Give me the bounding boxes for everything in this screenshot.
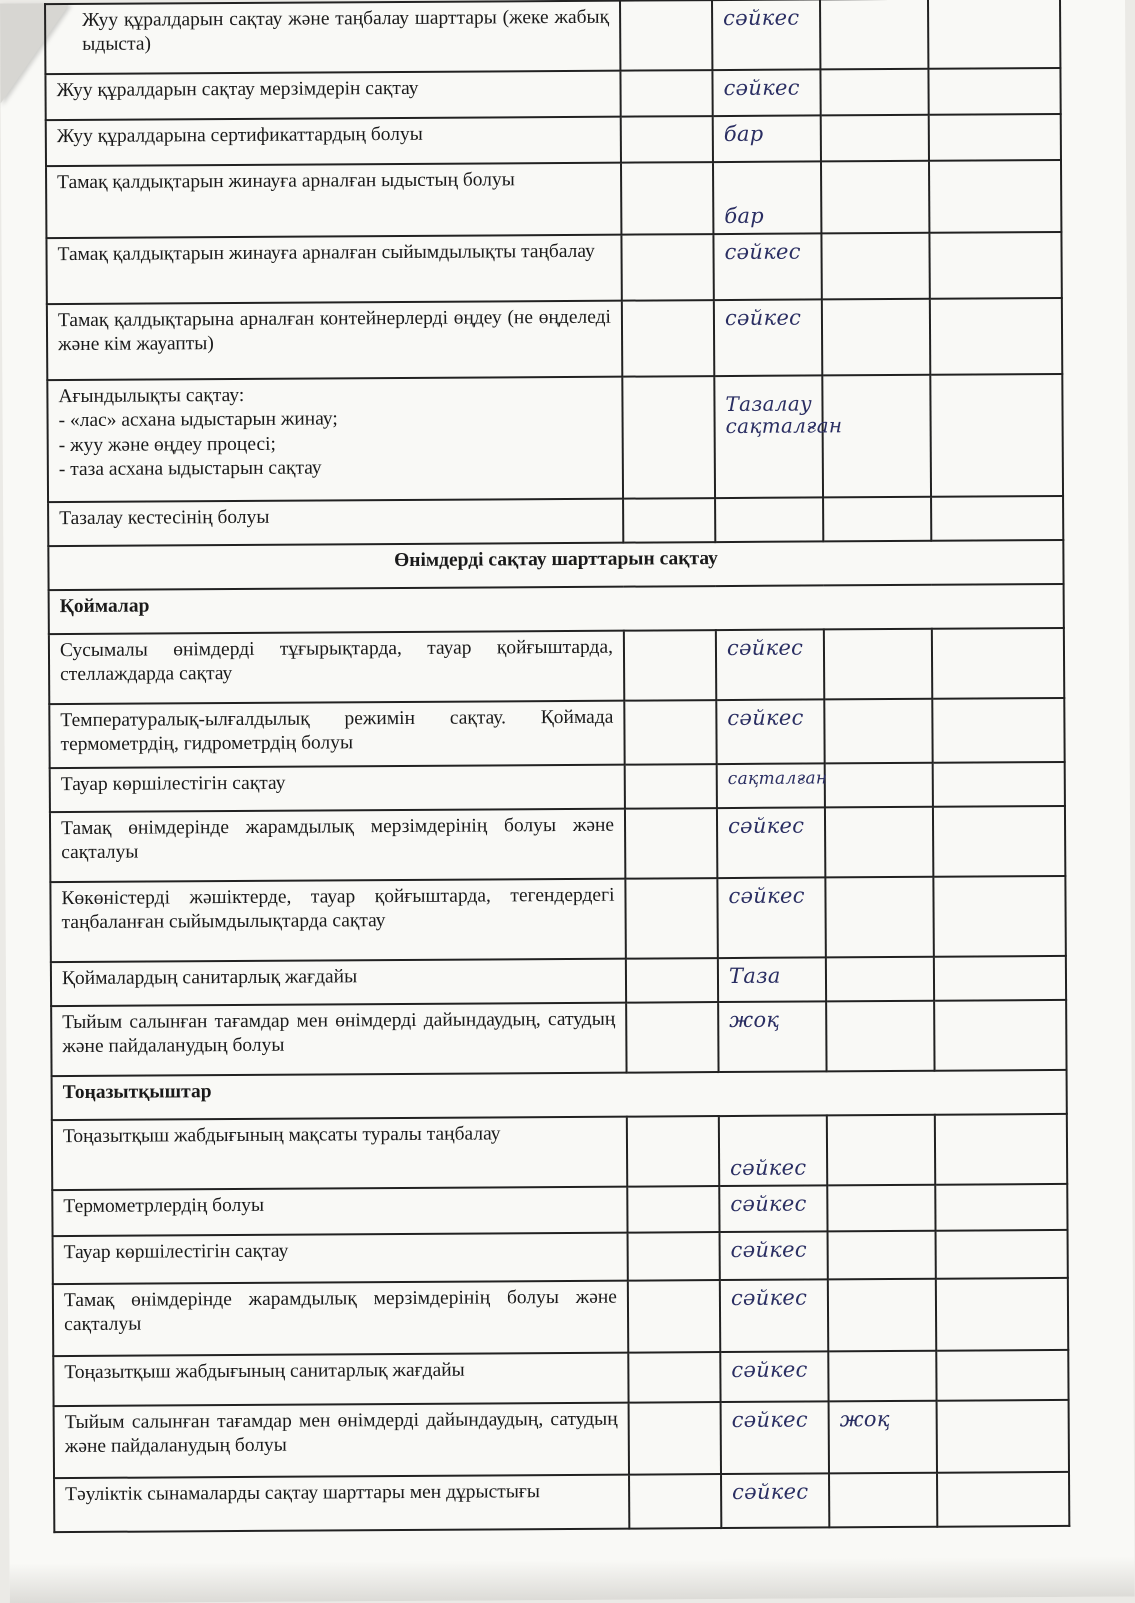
extra-cell	[934, 1000, 1066, 1071]
extra-cell	[933, 876, 1065, 957]
empty-cell	[628, 1352, 720, 1403]
result-cell: Таза	[718, 957, 826, 1002]
empty-cell	[629, 1402, 721, 1475]
table-row	[49, 628, 1064, 704]
table-row	[51, 956, 1066, 1006]
note-cell	[827, 1185, 935, 1232]
table-row	[50, 876, 1065, 962]
table-row	[46, 114, 1061, 166]
result-cell: бар	[713, 161, 821, 234]
empty-cell	[629, 1474, 721, 1529]
criterion-cell: Тазалау кестесінің болуы	[48, 499, 623, 547]
table-row	[47, 374, 1063, 502]
criterion-cell: Тыйым салынған тағамдар мен өнімдерді дайындаудың, сатудың және пайдаланудың болуы	[54, 1403, 629, 1479]
note-cell	[824, 699, 932, 764]
empty-cell	[628, 1280, 720, 1353]
result-cell: сәйкес	[720, 1351, 828, 1402]
subsection-heading-refrigerators: Тоңазытқыштар	[52, 1070, 1067, 1120]
result-cell: жоқ	[718, 1001, 826, 1072]
empty-cell	[625, 764, 717, 809]
extra-cell	[935, 1184, 1067, 1231]
criterion-cell: Қоймалардың санитарлық жағдайы	[51, 959, 626, 1007]
result-cell: сәйкес	[720, 1231, 828, 1280]
note-cell	[820, 0, 928, 69]
criterion-cell: Тамақ өнімдерінде жарамдылық мерзімдерінің болуы және сақталуы	[53, 1281, 628, 1357]
table-row	[50, 762, 1065, 812]
extra-cell	[929, 160, 1061, 233]
note-cell	[825, 807, 933, 878]
extra-cell	[928, 0, 1060, 69]
note-cell	[821, 115, 929, 162]
extra-cell	[937, 1472, 1069, 1527]
empty-cell	[621, 162, 713, 235]
empty-cell	[625, 878, 717, 959]
extra-cell	[931, 496, 1063, 541]
result-cell: сәйкес	[714, 299, 822, 376]
result-cell: сәйкес	[717, 807, 825, 878]
empty-cell	[627, 1116, 719, 1187]
result-cell: сәйкес	[716, 629, 824, 700]
table-row	[51, 1000, 1066, 1076]
table-row	[47, 298, 1062, 380]
table-row	[53, 1230, 1068, 1284]
result-cell: Тазалау сақталған	[714, 375, 823, 498]
result-cell: сәйкес	[713, 233, 821, 300]
extra-cell	[928, 68, 1060, 115]
note-cell	[822, 299, 930, 376]
criterion-subitem: - жуу және өңдеу процесі;	[58, 433, 276, 456]
criterion-cell: Тоңазытқыш жабдығының мақсаты туралы таңбалау	[52, 1117, 627, 1191]
result-cell: сақталған	[717, 763, 825, 808]
table-row	[46, 160, 1061, 238]
criterion-cell: Тамақ қалдықтарын жинауға арналған сыйымдылықты таңбалау	[46, 235, 621, 305]
criterion-cell: Тауар көршілестігін сақтау	[53, 1233, 628, 1285]
criterion-cell: Тәуліктік сынамаларды сақтау шарттары мен дұрыстығы	[54, 1475, 629, 1533]
criterion-cell: Тоңазытқыш жабдығының санитарлық жағдайы	[53, 1353, 628, 1407]
table-row	[50, 806, 1065, 882]
extra-cell	[935, 1114, 1067, 1185]
empty-cell	[620, 0, 712, 71]
empty-cell	[628, 1232, 720, 1281]
extra-cell	[937, 1400, 1069, 1473]
result-cell: сәйкес	[719, 1115, 827, 1186]
note-cell	[821, 161, 929, 234]
extra-cell	[930, 298, 1062, 375]
note-cell	[821, 233, 929, 300]
section-row	[48, 540, 1063, 590]
result-cell: бар	[713, 115, 821, 162]
section-title: Өнімдерді сақтау шарттарын сақтау	[48, 540, 1063, 590]
page-edge-shadow	[10, 1557, 1135, 1603]
empty-cell	[622, 376, 715, 499]
criterion-cell: Тамақ қалдықтарын жинауға арналған ыдыстың болуы	[46, 163, 621, 239]
result-cell: сәйкес	[716, 699, 824, 764]
criterion-cell: Тамақ қалдықтарына арналған контейнерлерді өңдеу (не өңделеді және кім жауапты)	[47, 301, 622, 381]
note-cell	[825, 877, 933, 958]
result-cell: сәйкес	[712, 0, 820, 70]
extra-cell	[936, 1350, 1068, 1401]
extra-cell	[934, 956, 1066, 1001]
criterion-cell	[47, 377, 623, 503]
note-cell	[828, 1351, 936, 1402]
subsection-heading-warehouses: Қоймалар	[49, 584, 1064, 634]
empty-cell	[626, 958, 718, 1003]
criterion-text: Ағындылықты сақтау:	[58, 384, 245, 408]
note-cell: жоқ	[829, 1401, 937, 1474]
table-row	[45, 0, 1060, 74]
empty-cell	[624, 700, 716, 765]
extra-cell	[932, 698, 1064, 763]
empty-cell	[625, 808, 717, 879]
table-row	[53, 1350, 1068, 1406]
note-cell	[820, 69, 928, 116]
table-row	[53, 1278, 1068, 1356]
table-row	[45, 68, 1060, 120]
criterion-cell: Тауар көршілестігін сақтау	[50, 765, 625, 813]
extra-cell	[932, 628, 1064, 699]
result-cell: сәйкес	[720, 1279, 828, 1352]
result-cell: сәйкес	[719, 1185, 827, 1232]
empty-cell	[626, 1002, 718, 1073]
criterion-cell: Сусымалы өнімдерді тұғырықтарда, тауар қойғыштарда, стеллаждарда сақтау	[49, 631, 624, 705]
empty-cell	[620, 70, 712, 117]
criterion-cell: Тыйым салынған тағамдар мен өнімдерді дайындаудың, сатудың және пайдаланудың болуы	[51, 1003, 626, 1077]
note-cell	[824, 629, 932, 700]
criterion-cell: Жуу құралдарына сертификаттардың болуы	[46, 117, 621, 167]
result-cell: сәйкес	[712, 69, 820, 116]
criterion-subitem: - «лас» асхана ыдыстарын жинау;	[58, 408, 338, 432]
criterion-cell: Жуу құралдарын сақтау мерзімдерін сақтау	[45, 71, 620, 121]
table-row	[54, 1472, 1069, 1532]
extra-cell	[929, 114, 1061, 161]
note-cell	[829, 1473, 937, 1528]
empty-cell	[621, 116, 713, 163]
note-cell	[825, 763, 933, 808]
extra-cell	[933, 806, 1065, 877]
note-cell	[826, 1001, 934, 1072]
extra-cell	[929, 232, 1061, 299]
inspection-table	[44, 0, 1070, 1533]
table-row	[49, 698, 1064, 768]
note-cell	[826, 957, 934, 1002]
empty-cell	[621, 234, 713, 301]
table-row	[54, 1400, 1069, 1478]
extra-cell	[936, 1278, 1068, 1351]
criterion-cell: Термометрлердің болуы	[52, 1187, 627, 1237]
note-cell	[828, 1231, 936, 1280]
empty-cell	[627, 1186, 719, 1233]
criterion-subitem: - таза асхана ыдыстарын сақтау	[58, 457, 322, 481]
result-cell: сәйкес	[717, 877, 825, 958]
criterion-cell: Тамақ өнімдерінде жарамдылық мерзімдерінің болуы және сақталуы	[50, 809, 625, 883]
criterion-cell: Жуу құралдарын сақтау және таңбалау шарттары (жеке жабық ыдыста)	[45, 1, 620, 75]
table-row	[48, 496, 1063, 546]
table-row	[52, 1114, 1067, 1190]
extra-cell	[930, 374, 1063, 497]
table-row	[52, 1184, 1067, 1236]
table-row	[46, 232, 1061, 304]
empty-cell	[624, 630, 716, 701]
empty-cell	[623, 498, 715, 543]
result-cell: сәйкес	[721, 1473, 829, 1528]
note-cell	[828, 1279, 936, 1352]
subsection-row	[52, 1070, 1067, 1120]
criterion-cell: Көкөністерді жәшіктерде, тауар қойғыштарда, тегендердегі таңбаланған сыйымдылықтарда сақтау	[50, 879, 625, 963]
criterion-cell: Температуралық-ылғалдылық режимін сақтау. Қоймада термометрдің, гидрометрдің болуы	[49, 701, 624, 769]
extra-cell	[936, 1230, 1068, 1279]
result-cell	[715, 497, 823, 542]
note-cell	[827, 1115, 935, 1186]
extra-cell	[933, 762, 1065, 807]
empty-cell	[622, 300, 714, 377]
subsection-row	[49, 584, 1064, 634]
result-cell: сәйкес	[721, 1401, 829, 1474]
note-cell	[823, 497, 931, 542]
